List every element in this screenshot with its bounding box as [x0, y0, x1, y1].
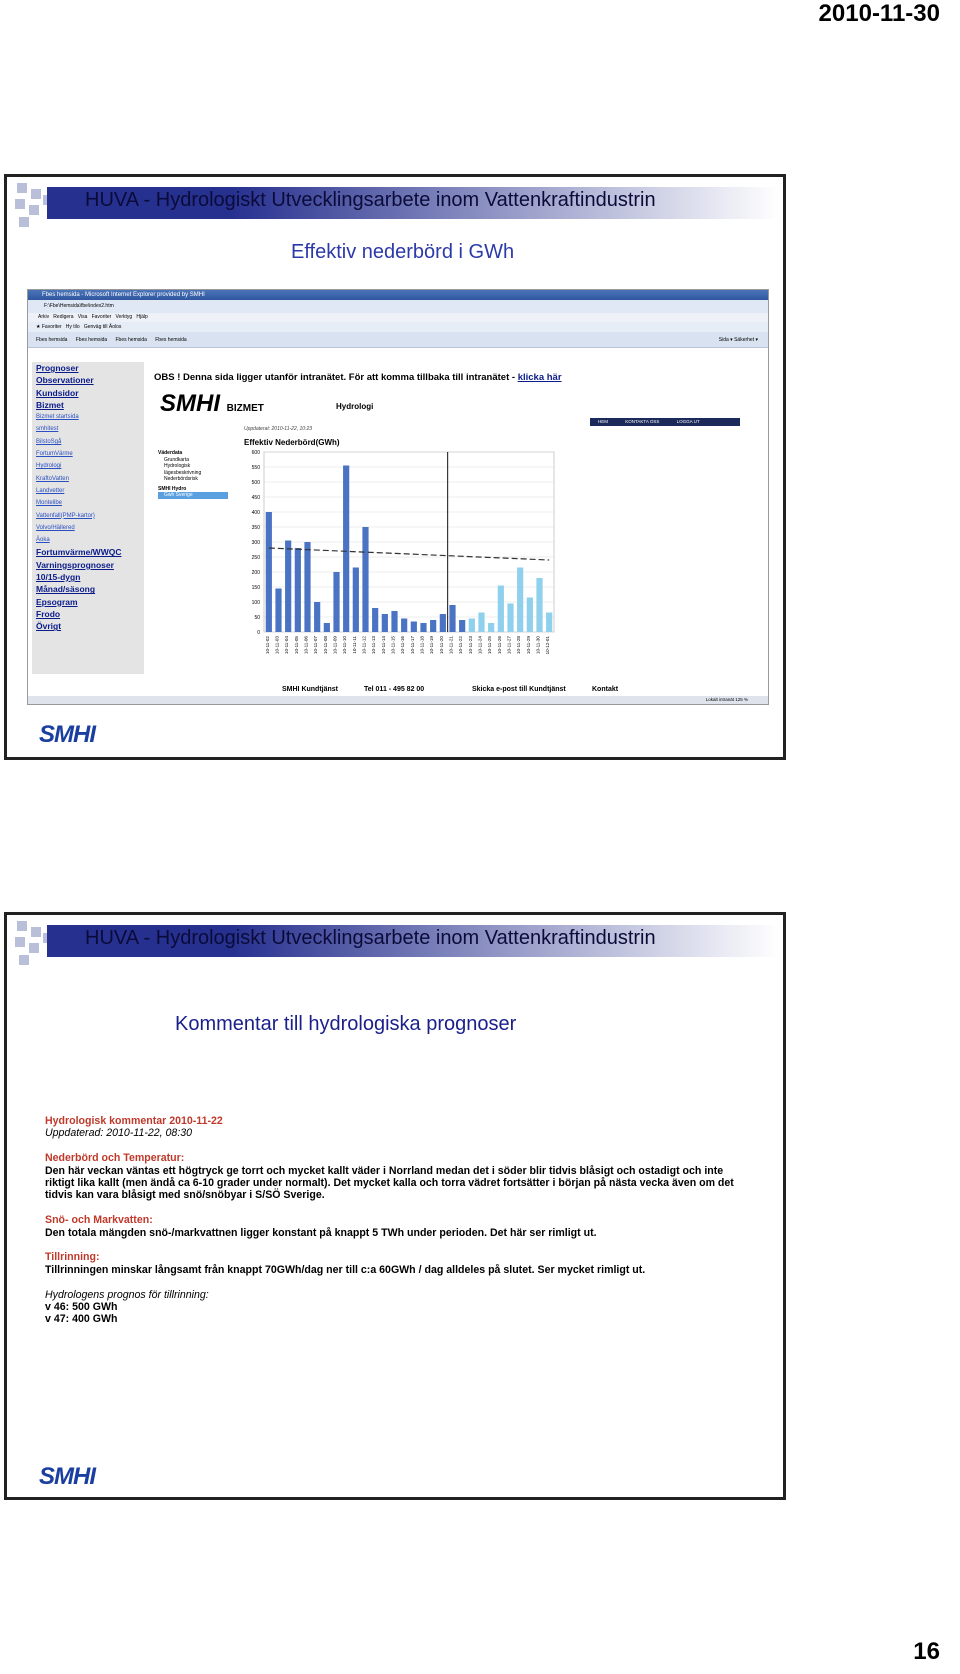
x-tick-label: 10-11-14	[380, 636, 386, 655]
menu-item[interactable]: Verktyg	[115, 314, 133, 320]
vaderdata-selected[interactable]: Gwh Sverige	[158, 492, 228, 499]
hydrology-comment	[45, 1115, 745, 1326]
y-tick-label: 600	[251, 450, 260, 456]
nav-home[interactable]: HEM	[598, 419, 608, 424]
observed-bar	[440, 614, 446, 632]
sidebar-item[interactable]: Prognoser	[36, 363, 79, 373]
observed-bar	[343, 466, 349, 633]
x-tick-label: 10-11-25	[487, 636, 493, 655]
observed-bar	[353, 568, 359, 633]
forecast-bar	[527, 598, 533, 633]
y-tick-label: 200	[251, 570, 260, 576]
x-tick-label: 10-11-27	[506, 636, 512, 655]
browser-tab[interactable]: Fbes hemsida	[155, 337, 187, 343]
slide-banner-title: HUVA - Hydrologiskt Utvecklingsarbete inom Vattenkraftindustrin	[85, 189, 656, 211]
bizmet-logo: SMHI BIZMET	[160, 390, 264, 417]
menu-item[interactable]: Redigera	[53, 314, 74, 320]
forecast-bar	[488, 623, 494, 632]
sidebar-item[interactable]: Månad/säsong	[36, 584, 96, 595]
nav-contact[interactable]: KONTAKTA OSS	[625, 419, 660, 424]
slide-subtitle: Kommentar till hydrologiska prognoser	[175, 1013, 517, 1035]
browser-toolbar-right[interactable]: Sida ▾ Säkerhet ▾	[718, 337, 758, 343]
menu-item[interactable]: Hjälp	[136, 314, 148, 320]
y-tick-label: 50	[254, 615, 260, 621]
y-tick-label: 0	[257, 630, 260, 636]
nav-logout[interactable]: LOGGA UT	[676, 419, 700, 424]
comment-updated: Uppdaterad: 2010-11-22, 08:30	[45, 1127, 193, 1140]
observed-bar	[401, 619, 407, 633]
observed-bar	[314, 602, 320, 632]
x-tick-label: 10-11-04	[284, 636, 290, 655]
observed-bar	[333, 572, 339, 632]
intranet-link[interactable]: klicka här	[517, 372, 562, 383]
x-tick-label: 10-11-07	[313, 636, 319, 655]
browser-address-bar[interactable]: F:\Fbe\Hemsida\fbe\index2.htm	[28, 300, 768, 313]
section-title: Nederbörd och Temperatur:	[45, 1152, 185, 1165]
sidebar-item[interactable]: Landvetter	[36, 487, 65, 494]
x-tick-label: 10-11-28	[516, 636, 522, 655]
comment-heading: Hydrologisk kommentar 2010-11-22	[45, 1115, 223, 1127]
x-tick-label: 10-11-09	[332, 636, 338, 655]
menu-item[interactable]: Arkiv	[38, 314, 50, 320]
observed-bar	[362, 527, 368, 632]
browser-title-bar: Fbes hemsida - Microsoft Internet Explorer provided by SMHI	[28, 290, 768, 300]
menu-item[interactable]: Favoriter	[91, 314, 112, 320]
x-tick-label: 10-11-26	[496, 636, 502, 655]
y-tick-label: 250	[251, 555, 260, 561]
sidebar-item[interactable]: Bizmet startsida	[36, 414, 79, 421]
browser-tab[interactable]: Fbes hemsida	[75, 337, 108, 343]
vaderdata-title: Väderdata	[158, 450, 183, 456]
sidebar-item[interactable]: Varningsprognoser	[36, 559, 114, 570]
browser-tab[interactable]: Fbes hemsida	[36, 337, 68, 343]
x-tick-label: 10-11-21	[448, 636, 454, 655]
y-tick-label: 500	[251, 480, 260, 486]
x-tick-label: 10-11-05	[293, 636, 299, 655]
vaderdata-subtitle: SMHI Hydro	[158, 485, 187, 492]
section-body: Tillrinningen minskar långsamt från knappt 70GWh/dag ner till c:a 60GWh / dag alldeles på slutet. Ser mycket rimligt ut.	[45, 1263, 646, 1276]
sidebar-item[interactable]: 10/15-dygn	[36, 572, 81, 583]
sidebar-item[interactable]: Vattenfall(PMP-kartor)	[36, 512, 95, 519]
x-tick-label: 10-11-18	[419, 636, 425, 655]
slide-kommentar	[4, 912, 786, 1500]
forecast-bar	[507, 604, 513, 633]
site-sidebar	[32, 362, 144, 674]
x-tick-label: 10-11-13	[371, 636, 377, 655]
vaderdata-item[interactable]: Hydrologisk	[164, 463, 191, 469]
observed-bar	[372, 608, 378, 632]
browser-tabs	[28, 332, 768, 348]
slide-banner-title: HUVA - Hydrologiskt Utvecklingsarbete inom Vattenkraftindustrin	[85, 927, 656, 949]
intranet-notice: OBS ! Denna sida ligger utanför intranätet. För att komma tillbaka till intranätet - klicka här	[154, 372, 562, 383]
section-body: Den totala mängden snö-/markvattnen ligger konstant på knappt 5 TWh under perioden. Det här ser rimligt ut.	[45, 1226, 597, 1239]
x-tick-label: 10-11-10	[342, 636, 348, 655]
x-tick-label: 10-11-03	[274, 636, 280, 655]
footer-email-link[interactable]: Skicka e-post till Kundtjänst	[472, 686, 566, 693]
section-title: Hydrologens prognos för tillrinning:	[45, 1288, 209, 1301]
y-tick-label: 350	[251, 525, 260, 531]
x-tick-label: 10-11-11	[351, 636, 357, 654]
section-title: Snö- och Markvatten:	[45, 1214, 153, 1227]
y-tick-label: 300	[251, 540, 260, 546]
favorites-link[interactable]: Favoriter	[41, 324, 62, 330]
browser-screenshot	[27, 289, 769, 705]
observed-bar	[391, 611, 397, 632]
smhi-logo: SMHI	[39, 721, 95, 748]
footer-contact-link[interactable]: Kontakt	[592, 686, 619, 693]
x-tick-label: 10-11-12	[361, 636, 367, 655]
x-tick-label: 10-11-20	[438, 636, 444, 655]
x-tick-label: 10-11-22	[458, 636, 464, 655]
x-tick-label: 10-11-15	[390, 636, 396, 655]
y-tick-label: 450	[251, 495, 260, 501]
sidebar-item[interactable]: BilstoSgå	[36, 438, 62, 445]
observed-bar	[266, 512, 272, 632]
x-tick-label: 10-11-02	[264, 636, 270, 655]
forecast-bar	[478, 613, 484, 633]
observed-bar	[275, 589, 281, 633]
observed-bar	[295, 548, 301, 632]
sidebar-item[interactable]: Observationer	[36, 375, 94, 386]
x-tick-label: 10-11-08	[322, 636, 328, 655]
forecast-line: v 47: 400 GWh	[45, 1313, 118, 1326]
sidebar-item[interactable]: Bizmet	[36, 399, 64, 410]
sidebar-item[interactable]: FortumVärme	[36, 451, 73, 458]
star-icon: ★	[36, 324, 41, 330]
x-tick-label: 10-11-16	[400, 636, 406, 655]
sidebar-item[interactable]: KraftoVatten	[36, 475, 69, 482]
observed-bar	[304, 542, 310, 632]
observed-bar	[411, 622, 417, 633]
x-tick-label: 10-11-06	[303, 636, 309, 655]
precipitation-chart	[230, 444, 560, 674]
observed-bar	[285, 541, 291, 633]
observed-bar	[459, 620, 465, 632]
sidebar-item[interactable]: Äoka	[36, 537, 50, 544]
browser-tab[interactable]: Fbes hemsida	[115, 337, 147, 343]
chart-title: Effektiv Nederbörd(GWh)	[244, 438, 340, 447]
observed-bar	[420, 623, 426, 632]
y-tick-label: 100	[251, 600, 260, 606]
forecast-bar	[536, 578, 542, 632]
forecast-bar	[546, 613, 552, 633]
chart-updated: Uppdaterat: 2010-11-22, 10:23	[244, 426, 313, 432]
menu-item[interactable]: Visa	[77, 314, 88, 320]
observed-bar	[382, 614, 388, 632]
footer-phone: Tel 011 - 495 82 00	[364, 686, 425, 693]
vaderdata-item[interactable]: Grundkarta	[164, 456, 190, 463]
site-footer-bar	[28, 686, 768, 696]
favorites-link[interactable]: Hy tilo	[65, 324, 80, 330]
observed-bar	[449, 605, 455, 632]
footer-kundtjanst: SMHI Kundtjänst	[282, 686, 338, 693]
document-date: 2010-11-30	[818, 0, 940, 27]
forecast-bar	[469, 619, 475, 633]
x-tick-label: 10-11-29	[525, 636, 531, 655]
site-nav	[590, 418, 740, 426]
browser-status-bar: Lokalt intranät 125 %	[28, 696, 768, 704]
x-tick-label: 10-11-17	[409, 636, 415, 655]
sidebar-item[interactable]: smhitest	[36, 426, 59, 433]
sidebar-item[interactable]: Volvo/Hällered	[36, 524, 75, 531]
sidebar-item[interactable]: Hydrologi	[36, 463, 62, 470]
y-tick-label: 150	[251, 585, 260, 591]
page-number: 16	[913, 1638, 940, 1665]
vaderdata-item[interactable]: lägesbeskrivning	[164, 469, 202, 476]
observed-bar	[430, 620, 436, 632]
forecast-line: v 46: 500 GWh	[45, 1301, 118, 1314]
sidebar-item[interactable]: Övrigt	[36, 621, 62, 632]
x-tick-label: 10-11-24	[477, 636, 483, 655]
section-body: Den här veckan väntas ett högtryck ge torrt och mycket kallt väder i Norrland medan det i söder blir tidvis blåsigt och ostadigt och inte riktigt lika kallt (men ändå ca 6-10 grader under normalt). Det mycket kalla och torra vädret fortsätter i början på nästa vecka även om det tidvis kan vara blåsigt med snö/snöbyar i S/SÖ Sverige.	[45, 1164, 734, 1202]
favorites-link[interactable]: Genväg till Äolos	[83, 324, 122, 330]
sidebar-item[interactable]: Kundsidor	[36, 387, 79, 398]
forecast-bar	[498, 586, 504, 633]
y-tick-label: 550	[251, 465, 260, 471]
sidebar-item[interactable]: Fortumvärme/WWQC	[36, 547, 122, 558]
page-header: Hydrologi	[336, 402, 374, 411]
browser-favorites-bar	[28, 322, 768, 332]
slide-effektiv-nederbord	[4, 174, 786, 760]
slide-subtitle: Effektiv nederbörd i GWh	[291, 241, 515, 263]
x-tick-label: 10-11-19	[429, 636, 435, 655]
browser-menu-bar	[28, 313, 768, 322]
y-tick-label: 400	[251, 510, 260, 516]
x-tick-label: 10-11-23	[467, 636, 473, 655]
sidebar-item[interactable]: Epsogram	[36, 596, 78, 607]
smhi-logo: SMHI	[39, 1463, 95, 1490]
vaderdata-panel	[158, 450, 238, 520]
vaderdata-item[interactable]: Nederbördsrisk	[164, 476, 198, 482]
x-tick-label: 10-12-01	[545, 636, 551, 655]
section-title: Tillrinning:	[45, 1251, 100, 1264]
site-content	[146, 362, 768, 674]
sidebar-item[interactable]: Montelibe	[36, 500, 63, 507]
observed-bar	[324, 623, 330, 632]
x-tick-label: 10-11-30	[535, 636, 541, 655]
sidebar-item[interactable]: Frodo	[36, 608, 61, 619]
forecast-bar	[517, 568, 523, 633]
